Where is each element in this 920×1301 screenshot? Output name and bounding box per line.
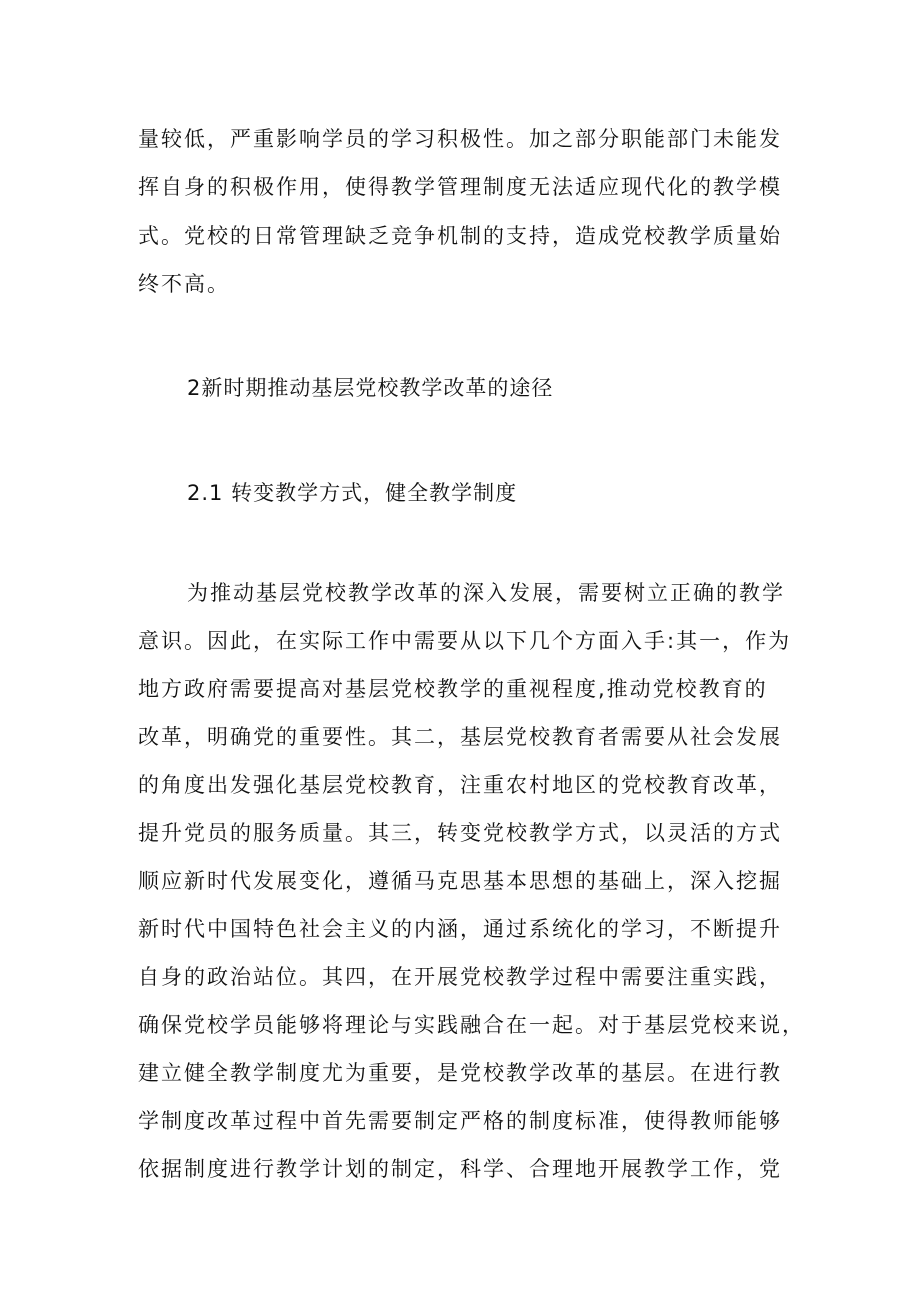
paragraph-line: 挥自身的积极作用，使得教学管理制度无法适应现代化的教学模: [138, 175, 782, 199]
paragraph-line: 顺应新时代发展变化，遵循马克思基本思想的基础上，深入挖掘: [138, 869, 782, 893]
section-heading: 2新时期推动基层党校教学改革的途径: [187, 376, 554, 400]
paragraph-line: 式。党校的日常管理缺乏竞争机制的支持，造成党校教学质量始: [138, 224, 782, 248]
paragraph-line: 确保党校学员能够将理论与实践融合在一起。对于基层党校来说，: [138, 1013, 805, 1037]
paragraph-line: 提升党员的服务质量。其三，转变党校教学方式，以灵活的方式: [138, 821, 782, 845]
paragraph-line: 自身的政治站位。其四，在开展党校教学过程中需要注重实践，: [138, 965, 782, 989]
paragraph-line: 依据制度进行教学计划的制定，科学、合理地开展教学工作，党: [138, 1157, 782, 1181]
paragraph-line: 地方政府需要提高对基层党校教学的重视程度,推动党校教育的: [138, 677, 768, 701]
subsection-heading: 2.1 转变教学方式，健全教学制度: [187, 481, 518, 505]
paragraph-line: 学制度改革过程中首先需要制定严格的制度标准，使得教师能够: [138, 1109, 782, 1133]
paragraph-line: 量较低，严重影响学员的学习积极性。加之部分职能部门未能发: [138, 127, 782, 151]
paragraph-line: 意识。因此，在实际工作中需要从以下几个方面入手:其一，作为: [138, 629, 792, 653]
paragraph-line: 终不高。: [138, 272, 230, 296]
paragraph-line: 建立健全教学制度尤为重要，是党校教学改革的基层。在进行教: [138, 1061, 782, 1085]
paragraph-line: 新时代中国特色社会主义的内涵，通过系统化的学习，不断提升: [138, 917, 782, 941]
paragraph-line: 的角度出发强化基层党校教育，注重农村地区的党校教育改革，: [138, 773, 782, 797]
paragraph-line: 为推动基层党校教学改革的深入发展，需要树立正确的教学: [187, 581, 785, 605]
paragraph-line: 改革，明确党的重要性。其二，基层党校教育者需要从社会发展: [138, 725, 782, 749]
